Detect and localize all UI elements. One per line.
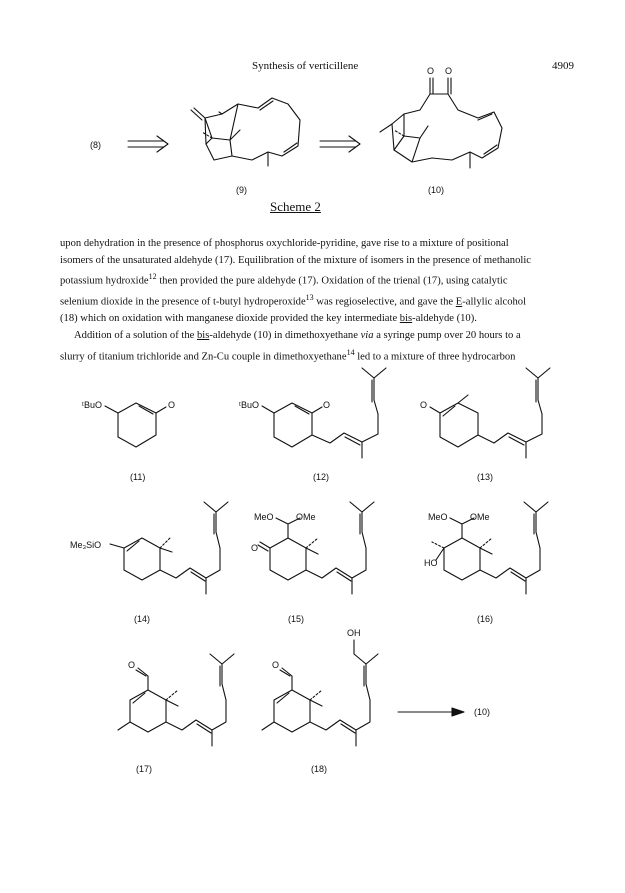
compound-17-label: (17): [136, 764, 153, 774]
c17-o: O: [128, 660, 136, 670]
c16-ome: OMe: [470, 512, 490, 522]
forward-arrow: [398, 708, 464, 716]
paragraph-1-line-4: selenium dioxide in the presence of t-butyl hydroperoxide$^{13}$ was regioselective, and gave the E-allylic alcohol: [60, 293, 527, 308]
c11-sub: ᵗBuO: [82, 400, 102, 410]
compound-15-label: (15): [288, 614, 305, 624]
c13-o: O: [420, 400, 428, 410]
c11-o: O: [168, 400, 176, 410]
c16-meo: MeO: [428, 512, 448, 522]
compound-10-o1: O: [427, 66, 435, 76]
paragraph-1-line-5: (18) which on oxidation with manganese dioxide provided the key intermediate bis-aldehyde (10).: [60, 313, 477, 325]
compound-11-structure: [105, 403, 166, 447]
compound-18-label: (18): [311, 764, 328, 774]
page-number: 4909: [552, 60, 574, 72]
c15-meo: MeO: [254, 512, 274, 522]
compound-12-label: (12): [313, 472, 330, 482]
c15-o: O: [251, 543, 259, 553]
footnote-13: 13: [305, 293, 314, 303]
paragraph-2-line-2: slurry of titanium trichloride and Zn-Cu couple in dimethoxyethane$^{14}$ led to a mixture of three hydrocarbon: [60, 347, 516, 363]
compound-14-structure: [110, 502, 228, 594]
compound-16-structure: [432, 502, 548, 594]
c15-ome: OMe: [296, 512, 316, 522]
compound-15-structure: [258, 502, 374, 594]
compound-10-o2: O: [445, 66, 453, 76]
compound-17-structure: [118, 654, 234, 746]
compound-13-label: (13): [477, 472, 494, 482]
compound-16-label: (16): [477, 614, 494, 624]
paragraph-1-line-2: isomers of the unsaturated aldehyde (17). Equilibration of the mixture of isomers in the presence of methanolic: [60, 254, 531, 266]
running-title: Synthesis of verticillene: [252, 60, 359, 72]
paragraph-1-line-3: potassium hydroxide$^{12}$ then provided the pure aldehyde (17). Oxidation of the trienal (17), using catalytic: [60, 272, 508, 287]
c14-sub: Me₃SiO: [70, 540, 102, 550]
c12-o: O: [323, 400, 331, 410]
compound-8-label: (8): [90, 140, 101, 150]
compound-14-label: (14): [134, 614, 151, 624]
compound-18-structure: [262, 640, 378, 746]
target-10-label: (10): [474, 707, 491, 717]
footnote-12: 12: [148, 272, 157, 282]
paragraph-1-line-1: upon dehydration in the presence of phosphorus oxychloride-pyridine, gave rise to a mixture of positional: [60, 238, 509, 249]
compound-10-label: (10): [428, 185, 445, 195]
c16-ho: HO: [424, 558, 438, 568]
compound-9-label: (9): [236, 185, 247, 195]
compound-13-structure: [430, 368, 550, 458]
footnote-14: 14: [346, 347, 355, 357]
c18-o: O: [272, 660, 280, 670]
c12-sub: ᵗBuO: [239, 400, 259, 410]
c18-oh: OH: [347, 628, 361, 638]
paragraph-2-line-1: Addition of a solution of the bis-aldehyde (10) in dimethoxyethane via a syringe pump over 20 hours to a: [74, 330, 521, 342]
compound-11-label: (11): [130, 472, 146, 482]
scheme-title: Scheme 2: [270, 199, 321, 214]
compound-12-structure: [262, 368, 386, 458]
